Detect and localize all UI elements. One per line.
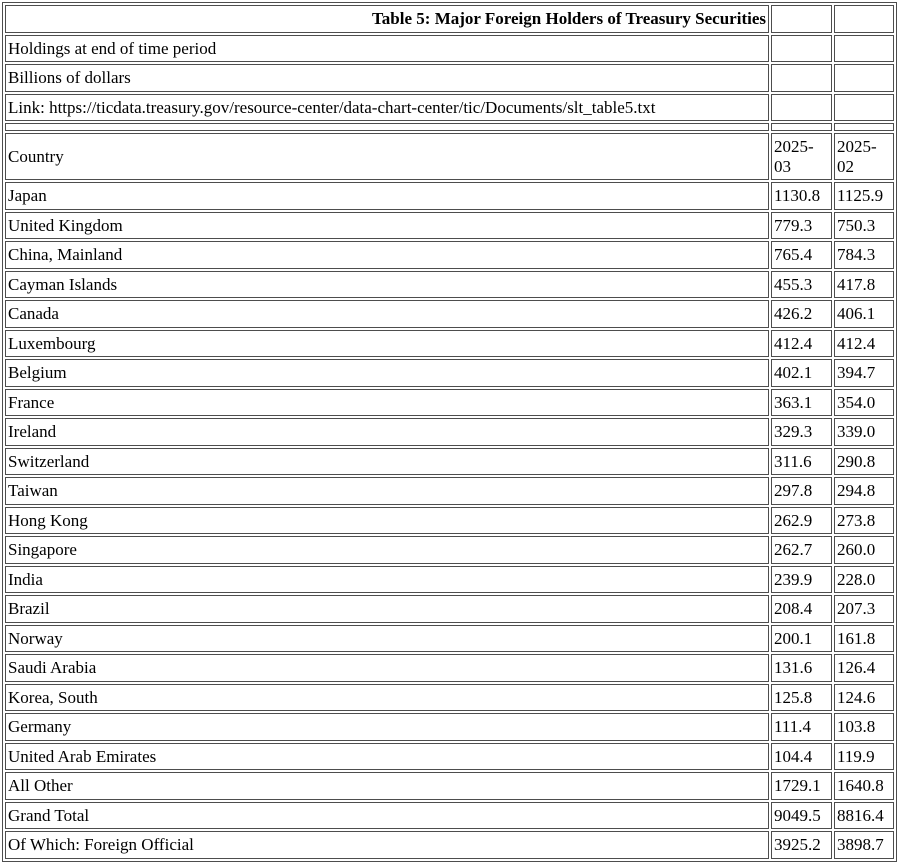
table-row bbox=[5, 448, 894, 476]
country-cell: United Kingdom bbox=[5, 212, 769, 240]
spacer-row bbox=[5, 123, 894, 131]
country-cell: India bbox=[5, 566, 769, 594]
table-row bbox=[5, 507, 894, 535]
country-cell: Saudi Arabia bbox=[5, 654, 769, 682]
empty-cell bbox=[771, 5, 832, 33]
country-cell: Germany bbox=[5, 713, 769, 741]
value-cell: 1729.1 bbox=[771, 772, 832, 800]
empty-cell bbox=[834, 123, 894, 131]
value-cell: 262.7 bbox=[771, 536, 832, 564]
country-cell: Norway bbox=[5, 625, 769, 653]
country-cell: Grand Total bbox=[5, 802, 769, 830]
info-row-holdings bbox=[5, 35, 894, 63]
empty-cell bbox=[771, 123, 832, 131]
table-row bbox=[5, 477, 894, 505]
value-cell: 779.3 bbox=[771, 212, 832, 240]
value-cell: 262.9 bbox=[771, 507, 832, 535]
value-cell: 228.0 bbox=[834, 566, 894, 594]
country-cell: Canada bbox=[5, 300, 769, 328]
country-cell: Switzerland bbox=[5, 448, 769, 476]
table-row bbox=[5, 241, 894, 269]
column-header-period-1: 2025-03 bbox=[771, 133, 832, 180]
value-cell: 104.4 bbox=[771, 743, 832, 771]
empty-cell bbox=[834, 94, 894, 122]
value-cell: 208.4 bbox=[771, 595, 832, 623]
column-header-row bbox=[5, 133, 894, 180]
table-row bbox=[5, 625, 894, 653]
value-cell: 239.9 bbox=[771, 566, 832, 594]
value-cell: 412.4 bbox=[834, 330, 894, 358]
table-title: Table 5: Major Foreign Holders of Treasury Securities bbox=[5, 5, 769, 33]
value-cell: 126.4 bbox=[834, 654, 894, 682]
value-cell: 125.8 bbox=[771, 684, 832, 712]
empty-cell bbox=[771, 64, 832, 92]
country-cell: Korea, South bbox=[5, 684, 769, 712]
country-cell: Taiwan bbox=[5, 477, 769, 505]
country-cell: Cayman Islands bbox=[5, 271, 769, 299]
table-row bbox=[5, 684, 894, 712]
value-cell: 260.0 bbox=[834, 536, 894, 564]
value-cell: 111.4 bbox=[771, 713, 832, 741]
value-cell: 124.6 bbox=[834, 684, 894, 712]
country-cell: Japan bbox=[5, 182, 769, 210]
value-cell: 426.2 bbox=[771, 300, 832, 328]
value-cell: 1125.9 bbox=[834, 182, 894, 210]
value-cell: 207.3 bbox=[834, 595, 894, 623]
value-cell: 406.1 bbox=[834, 300, 894, 328]
value-cell: 417.8 bbox=[834, 271, 894, 299]
value-cell: 354.0 bbox=[834, 389, 894, 417]
value-cell: 750.3 bbox=[834, 212, 894, 240]
value-cell: 119.9 bbox=[834, 743, 894, 771]
country-cell: Of Which: Foreign Official bbox=[5, 831, 769, 859]
column-header-period-2: 2025-02 bbox=[834, 133, 894, 180]
holders-table bbox=[2, 2, 897, 862]
value-cell: 297.8 bbox=[771, 477, 832, 505]
value-cell: 9049.5 bbox=[771, 802, 832, 830]
value-cell: 273.8 bbox=[834, 507, 894, 535]
empty-cell bbox=[771, 35, 832, 63]
value-cell: 8816.4 bbox=[834, 802, 894, 830]
value-cell: 200.1 bbox=[771, 625, 832, 653]
table-head-section bbox=[5, 5, 894, 180]
table-row bbox=[5, 300, 894, 328]
table-row bbox=[5, 772, 894, 800]
value-cell: 402.1 bbox=[771, 359, 832, 387]
empty-cell bbox=[5, 123, 769, 131]
value-cell: 3925.2 bbox=[771, 831, 832, 859]
title-row bbox=[5, 5, 894, 33]
table-row bbox=[5, 359, 894, 387]
table-row bbox=[5, 212, 894, 240]
table-row bbox=[5, 389, 894, 417]
country-cell: Singapore bbox=[5, 536, 769, 564]
value-cell: 765.4 bbox=[771, 241, 832, 269]
value-cell: 103.8 bbox=[834, 713, 894, 741]
value-cell: 131.6 bbox=[771, 654, 832, 682]
table-row bbox=[5, 536, 894, 564]
empty-cell bbox=[834, 64, 894, 92]
value-cell: 294.8 bbox=[834, 477, 894, 505]
value-cell: 455.3 bbox=[771, 271, 832, 299]
country-cell: China, Mainland bbox=[5, 241, 769, 269]
table-row bbox=[5, 182, 894, 210]
country-cell: Luxembourg bbox=[5, 330, 769, 358]
value-cell: 311.6 bbox=[771, 448, 832, 476]
table-body bbox=[5, 182, 894, 859]
table-row bbox=[5, 831, 894, 859]
table-row bbox=[5, 595, 894, 623]
column-header-country: Country bbox=[5, 133, 769, 180]
info-row-units bbox=[5, 64, 894, 92]
table-row bbox=[5, 271, 894, 299]
table-row bbox=[5, 566, 894, 594]
table-row bbox=[5, 713, 894, 741]
value-cell: 3898.7 bbox=[834, 831, 894, 859]
table-row bbox=[5, 802, 894, 830]
table-row bbox=[5, 330, 894, 358]
empty-cell bbox=[834, 5, 894, 33]
country-cell: Ireland bbox=[5, 418, 769, 446]
units-label: Billions of dollars bbox=[5, 64, 769, 92]
table-row bbox=[5, 743, 894, 771]
holdings-period-label: Holdings at end of time period bbox=[5, 35, 769, 63]
value-cell: 784.3 bbox=[834, 241, 894, 269]
table-row bbox=[5, 418, 894, 446]
value-cell: 329.3 bbox=[771, 418, 832, 446]
country-cell: Belgium bbox=[5, 359, 769, 387]
value-cell: 412.4 bbox=[771, 330, 832, 358]
info-row-link bbox=[5, 94, 894, 122]
country-cell: United Arab Emirates bbox=[5, 743, 769, 771]
value-cell: 1640.8 bbox=[834, 772, 894, 800]
value-cell: 363.1 bbox=[771, 389, 832, 417]
value-cell: 339.0 bbox=[834, 418, 894, 446]
value-cell: 161.8 bbox=[834, 625, 894, 653]
country-cell: Brazil bbox=[5, 595, 769, 623]
value-cell: 290.8 bbox=[834, 448, 894, 476]
country-cell: France bbox=[5, 389, 769, 417]
country-cell: Hong Kong bbox=[5, 507, 769, 535]
empty-cell bbox=[834, 35, 894, 63]
value-cell: 394.7 bbox=[834, 359, 894, 387]
empty-cell bbox=[771, 94, 832, 122]
country-cell: All Other bbox=[5, 772, 769, 800]
table-row bbox=[5, 654, 894, 682]
source-link-text: Link: https://ticdata.treasury.gov/resource-center/data-chart-center/tic/Documents/slt_table5.txt bbox=[5, 94, 769, 122]
value-cell: 1130.8 bbox=[771, 182, 832, 210]
